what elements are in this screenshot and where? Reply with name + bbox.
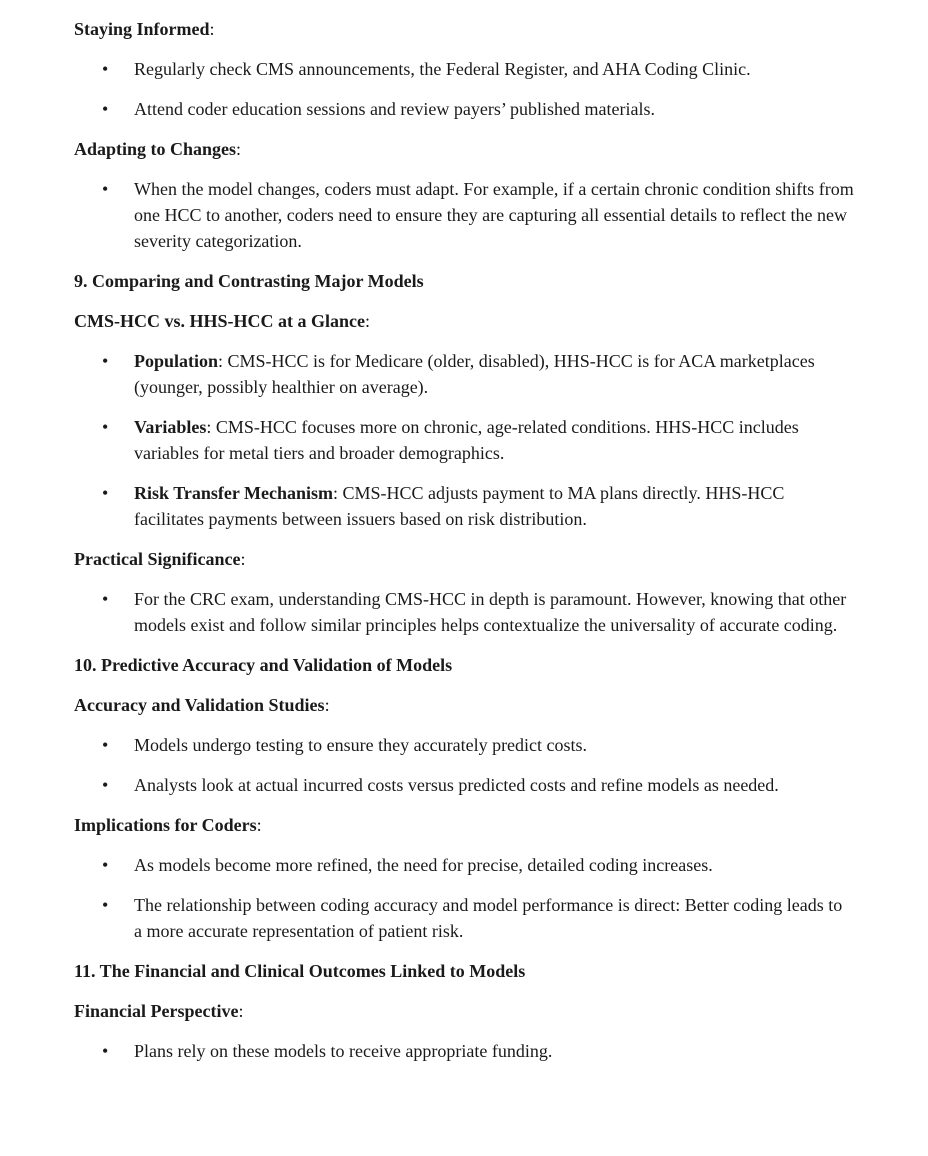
bullet-list	[74, 586, 928, 638]
subheading-title: Adapting to Changes	[74, 139, 237, 159]
list-item-text: When the model changes, coders must adapt. For example, if a certain chronic condition shifts from one HCC to another, coders need to ensure they are capturing all essential details to reflect the new severity categorization.	[134, 179, 854, 251]
list-item	[74, 96, 854, 122]
list-item-lead: Variables	[134, 417, 207, 437]
subheading-title: Implications for Coders	[74, 815, 257, 835]
bullet-icon: •	[102, 855, 109, 875]
list-item-text: The relationship between coding accuracy and model performance is direct: Better coding leads to a more accurate representation of patient risk.	[134, 895, 843, 941]
section-heading: 11. The Financial and Clinical Outcomes Linked to Models	[74, 961, 526, 981]
subheading-colon: :	[256, 815, 262, 835]
subheading-colon: :	[240, 549, 246, 569]
list-item	[74, 56, 854, 82]
subheading	[74, 998, 928, 1024]
subheading-title: CMS-HCC vs. HHS-HCC at a Glance	[74, 311, 365, 331]
bullet-icon: •	[102, 351, 109, 371]
list-item	[74, 348, 854, 400]
subheading	[74, 136, 928, 162]
subheading	[74, 812, 928, 838]
list-item	[74, 1038, 854, 1064]
list-item-text: : CMS-HCC focuses more on chronic, age-related conditions. HHS-HCC includes variables for metal tiers and broader demographics.	[134, 417, 799, 463]
list-item-text: Models undergo testing to ensure they accurately predict costs.	[134, 735, 588, 755]
subheading-colon: :	[365, 311, 371, 331]
list-item	[74, 480, 854, 532]
bullet-list	[74, 176, 928, 254]
bullet-list	[74, 56, 928, 122]
bullet-icon: •	[102, 417, 109, 437]
subheading	[74, 546, 928, 572]
subheading-title: Practical Significance	[74, 549, 241, 569]
bullet-icon: •	[102, 59, 109, 79]
list-item-lead: Population	[134, 351, 219, 371]
list-item-text: : CMS-HCC adjusts payment to MA plans directly. HHS-HCC facilitates payments between issuers based on risk distribution.	[134, 483, 785, 529]
subheading-colon: :	[324, 695, 330, 715]
list-item	[74, 852, 854, 878]
list-item-text: : CMS-HCC is for Medicare (older, disabled), HHS-HCC is for ACA marketplaces (younger, possibly healthier on average).	[134, 351, 815, 397]
bullet-icon: •	[102, 895, 109, 915]
bullet-icon: •	[102, 179, 109, 199]
bullet-icon: •	[102, 589, 109, 609]
subheading	[74, 308, 928, 334]
bullet-list	[74, 852, 928, 944]
list-item-text: Plans rely on these models to receive appropriate funding.	[134, 1041, 553, 1061]
bullet-list	[74, 732, 928, 798]
list-item	[74, 414, 854, 466]
bullet-icon: •	[102, 483, 109, 503]
subheading	[74, 692, 928, 718]
list-item-text: For the CRC exam, understanding CMS-HCC in depth is paramount. However, knowing that other models exist and follow similar principles helps contextualize the universality of accurate coding.	[134, 589, 847, 635]
list-item-text: Analysts look at actual incurred costs versus predicted costs and refine models as needed.	[134, 775, 779, 795]
bullet-list	[74, 348, 928, 532]
list-item	[74, 176, 854, 254]
bullet-icon: •	[102, 735, 109, 755]
list-item	[74, 772, 854, 798]
subheading-colon: :	[236, 139, 242, 159]
list-item	[74, 586, 854, 638]
section-heading: 10. Predictive Accuracy and Validation of Models	[74, 655, 453, 675]
list-item	[74, 892, 854, 944]
subheading-title: Financial Perspective	[74, 1001, 239, 1021]
list-item-text: As models become more refined, the need for precise, detailed coding increases.	[134, 855, 713, 875]
subheading-title: Accuracy and Validation Studies	[74, 695, 325, 715]
list-item-lead: Risk Transfer Mechanism	[134, 483, 334, 503]
bullet-icon: •	[102, 1041, 109, 1061]
list-item	[74, 732, 854, 758]
subheading	[74, 16, 928, 42]
list-item-text: Regularly check CMS announcements, the Federal Register, and AHA Coding Clinic.	[134, 59, 751, 79]
subheading-colon: :	[238, 1001, 244, 1021]
bullet-list	[74, 1038, 928, 1064]
bullet-icon: •	[102, 99, 109, 119]
subheading-colon: :	[209, 19, 215, 39]
list-item-text: Attend coder education sessions and review payers’ published materials.	[134, 99, 656, 119]
subheading-title: Staying Informed	[74, 19, 210, 39]
section-heading: 9. Comparing and Contrasting Major Models	[74, 271, 424, 291]
bullet-icon: •	[102, 775, 109, 795]
